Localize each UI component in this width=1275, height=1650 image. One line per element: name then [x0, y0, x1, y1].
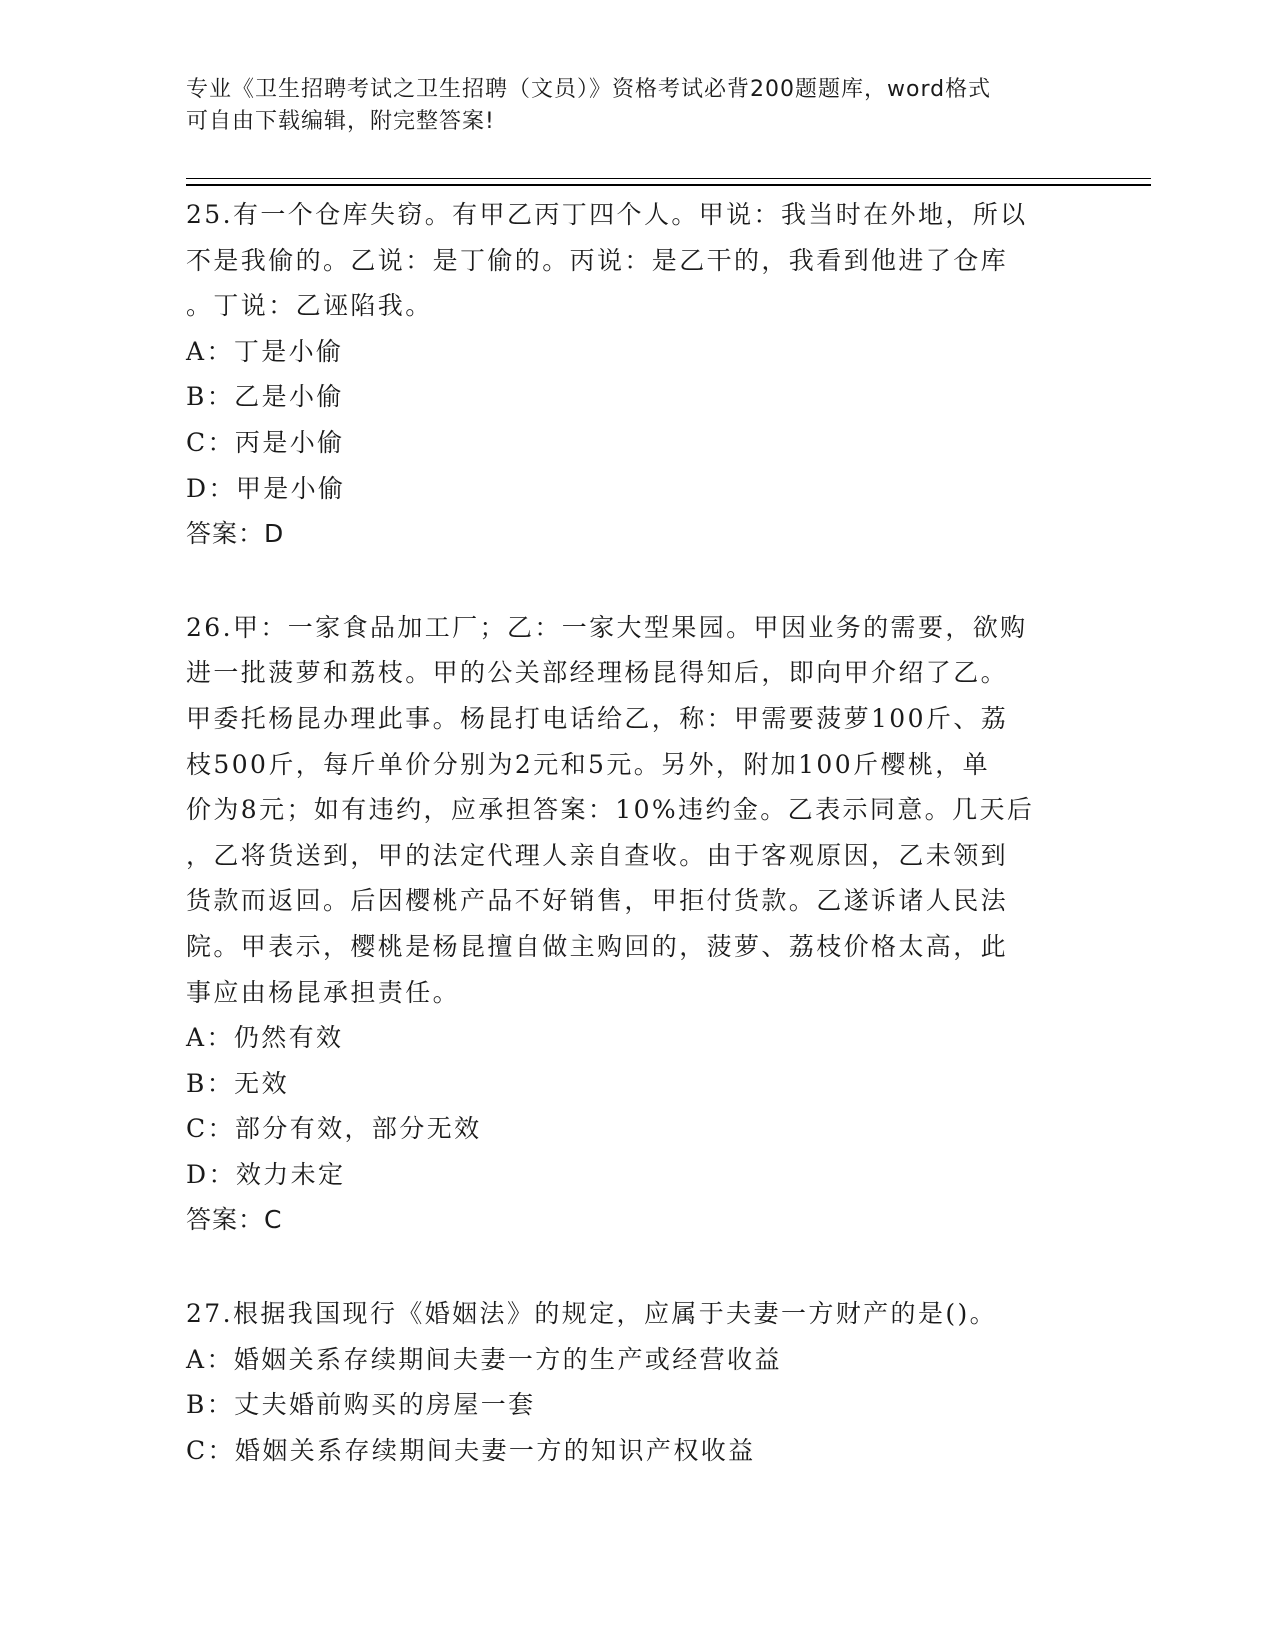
- question-spacer: [186, 557, 1086, 605]
- option-a: A：婚姻关系存续期间夫妻一方的生产或经营收益: [186, 1344, 782, 1374]
- question-stem-line: 27.根据我国现行《婚姻法》的规定，应属于夫妻一方财产的是()。: [186, 1299, 998, 1329]
- header-title-line-1: 专业《卫生招聘考试之卫生招聘（文员）》资格考试必背200题题库，word格式: [186, 77, 992, 102]
- question-stem-line: 不是我偷的。乙说：是丁偷的。丙说：是乙干的，我看到他进了仓库: [186, 245, 1009, 275]
- option-b: B：乙是小偷: [186, 382, 344, 412]
- question-stem-line: 。丁说：乙诬陷我。: [186, 291, 433, 321]
- question-stem-line: 26.甲：一家食品加工厂；乙：一家大型果园。甲因业务的需要，欲购: [186, 612, 1028, 642]
- question-stem-line: 货款而返回。后因樱桃产品不好销售，甲拒付货款。乙遂诉诸人民法: [186, 886, 1009, 916]
- option-c: C：部分有效，部分无效: [186, 1114, 482, 1144]
- question-stem-line: ，乙将货送到，甲的法定代理人亲自查收。由于客观原因，乙未领到: [186, 840, 1009, 870]
- option-b: B：丈夫婚前购买的房屋一套: [186, 1390, 536, 1420]
- answer-label: 答案：C: [186, 1205, 283, 1235]
- question-26: [186, 605, 1086, 1243]
- question-stem-line: 枝500斤，每斤单价分别为2元和5元。另外，附加100斤樱桃，单: [186, 749, 991, 779]
- header-title-line-2: 可自由下载编辑，附完整答案!: [186, 109, 495, 134]
- question-stem-line: 事应由杨昆承担责任。: [186, 977, 461, 1007]
- option-c: C：丙是小偷: [186, 427, 345, 457]
- question-stem-line: 25.有一个仓库失窃。有甲乙丙丁四个人。甲说：我当时在外地，所以: [186, 200, 1028, 229]
- question-stem-line: 甲委托杨昆办理此事。杨昆打电话给乙，称：甲需要菠萝100斤、荔: [186, 703, 1009, 733]
- question-list: [186, 192, 1086, 1473]
- question-spacer: [186, 1243, 1086, 1291]
- question-27: [186, 1291, 1086, 1473]
- option-d: D：效力未定: [186, 1159, 346, 1189]
- answer-label: 答案：D: [186, 519, 285, 549]
- option-a: A：丁是小偷: [186, 336, 344, 366]
- question-stem-line: 院。甲表示，樱桃是杨昆擅自做主购回的，菠萝、荔枝价格太高，此: [186, 931, 1009, 961]
- document-header: [186, 74, 1086, 138]
- header-divider: [186, 178, 1151, 186]
- option-d: D：甲是小偷: [186, 473, 346, 503]
- option-b: B：无效: [186, 1068, 289, 1098]
- option-c: C：婚姻关系存续期间夫妻一方的知识产权收益: [186, 1435, 756, 1465]
- option-a: A：仍然有效: [186, 1023, 344, 1053]
- question-stem-line: 进一批菠萝和荔枝。甲的公关部经理杨昆得知后，即向甲介绍了乙。: [186, 658, 1009, 688]
- question-25: [186, 192, 1086, 557]
- question-stem-line: 价为8元；如有违约，应承担答案：10%违约金。乙表示同意。几天后: [186, 795, 1035, 825]
